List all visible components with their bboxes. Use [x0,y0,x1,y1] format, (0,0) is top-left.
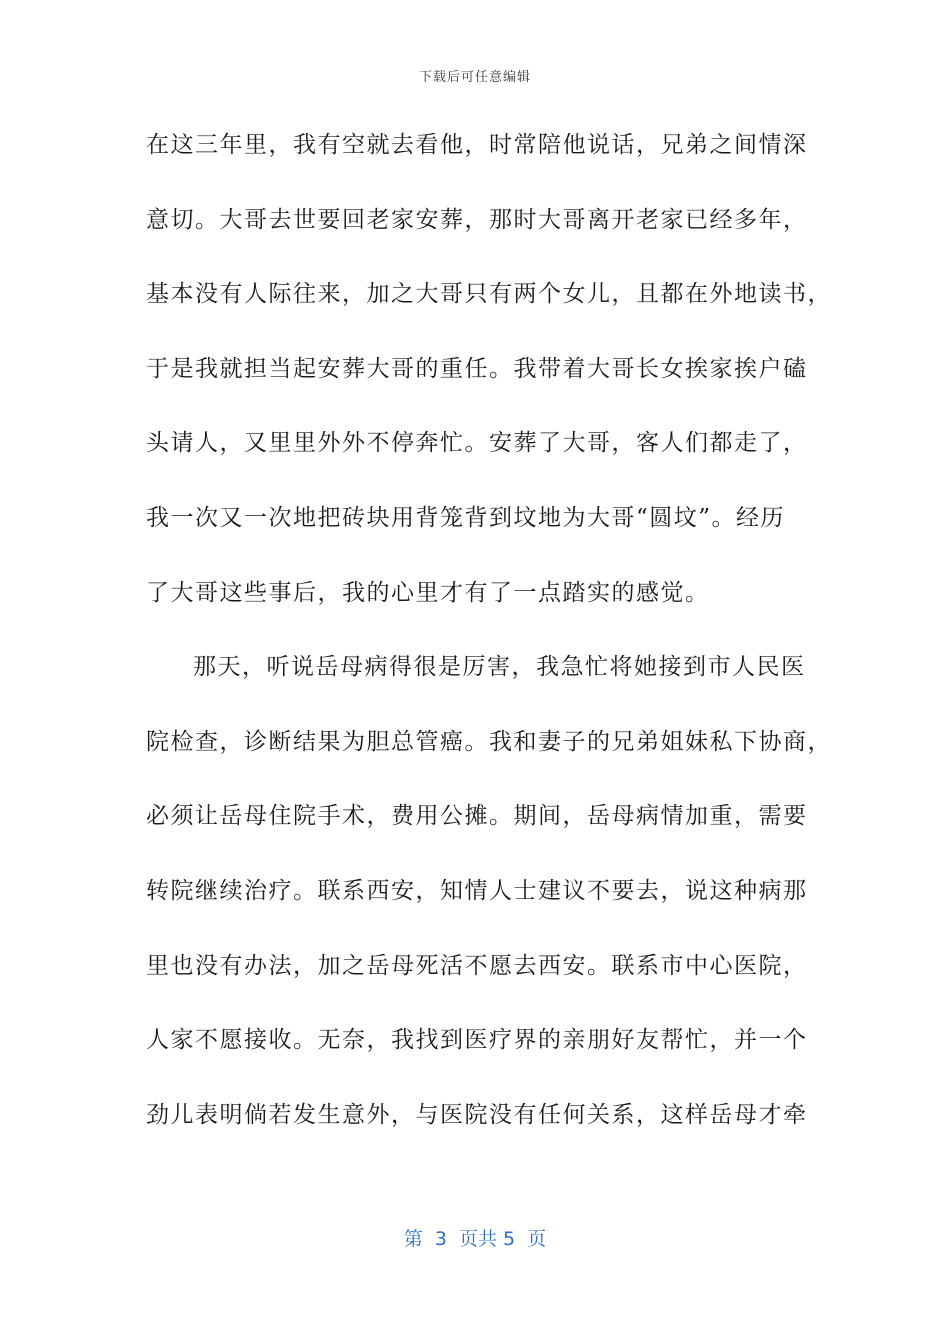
paragraph-line: 劲儿表明倘若发生意外，与医院没有任何关系，这样岳母才牵 [146,1101,808,1128]
paragraph-line: 于是我就担当起安葬大哥的重任。我带着大哥长女挨家挨户磕 [146,355,808,382]
paragraph-line: 头请人，又里里外外不停奔忙。安葬了大哥，客人们都走了， [146,430,808,457]
paragraph-line: 了大哥这些事后，我的心里才有了一点踏实的感觉。 [146,579,710,606]
paragraph-line: 意切。大哥去世要回老家安葬，那时大哥离开老家已经多年， [146,206,808,233]
paragraph-line: 基本没有人际往来，加之大哥只有两个女儿，且都在外地读书， [146,281,832,308]
paragraph-line: 转院继续治疗。联系西安，知情人士建议不要去，说这种病那 [146,877,808,904]
paragraph-line: 院检查，诊断结果为胆总管癌。我和妻子的兄弟姐妹私下协商， [146,728,832,755]
page-header: 下载后可任意编辑 [418,70,531,85]
paragraph-line: 那天，听说岳母病得很是厉害，我急忙将她接到市人民医 [193,654,806,681]
paragraph-line: 人家不愿接收。无奈，我找到医疗界的亲朋好友帮忙，并一个 [146,1027,808,1054]
paragraph-line: 里也没有办法，加之岳母死活不愿去西安。联系市中心医院， [146,952,808,979]
page-number: 第 3 页共 5 页 [403,1228,547,1250]
paragraph-line: 我一次又一次地把砖块用背笼背到坟地为大哥“圆坟”。经历 [146,504,786,531]
paragraph-line: 必须让岳母住院手术，费用公摊。期间，岳母病情加重，需要 [146,803,808,830]
document-body [146,122,832,1166]
paragraph-line: 在这三年里，我有空就去看他，时常陪他说话，兄弟之间情深 [146,132,808,158]
